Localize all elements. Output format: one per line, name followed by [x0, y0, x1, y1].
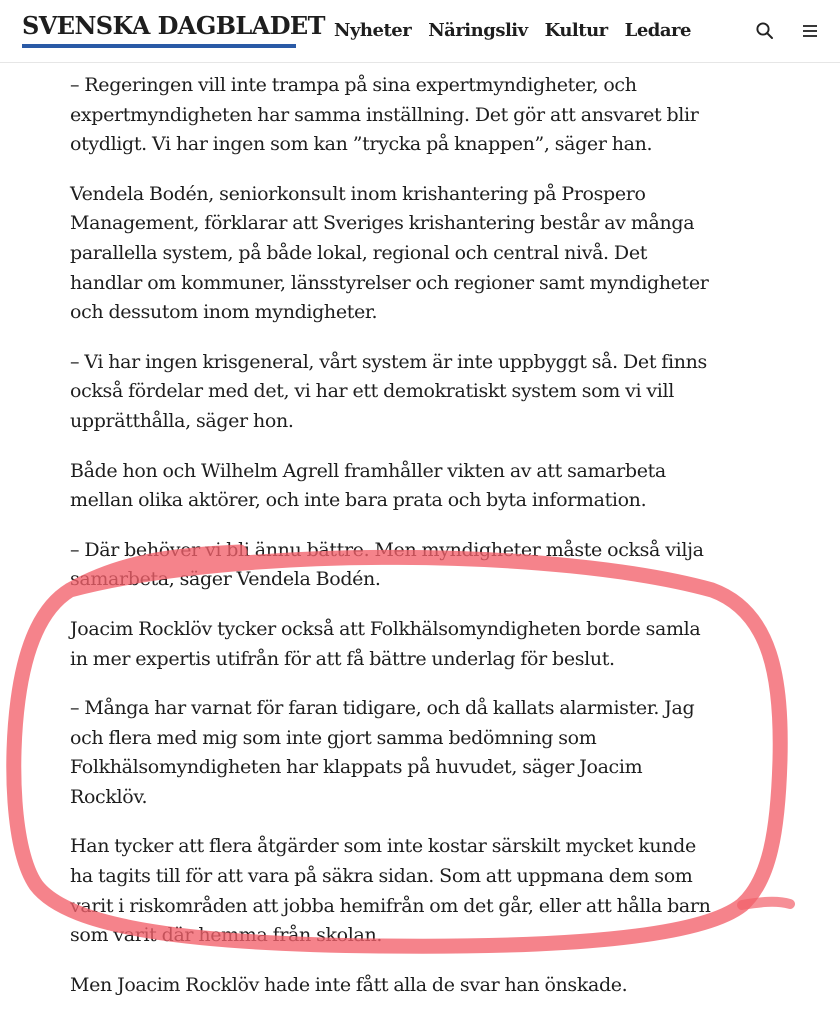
article-paragraph: – Där behöver vi bli ännu bättre. Men myndigheter måste också vilja samarbeta, säger Vendela Bodén.: [70, 538, 704, 591]
article-paragraph: – Regeringen vill inte trampa på sina expertmyndigheter, och expertmyndigheten har samma inställning. Det gör att ansvaret blir otydligt. Vi har ingen som kan ”trycka på knappen”, säger han.: [70, 74, 699, 156]
nav-item-kultur[interactable]: Kultur: [544, 20, 608, 41]
article-paragraph: – Vi har ingen krisgeneral, vårt system är inte uppbyggt så. Det finns också fördelar med det, vi har ett demokratiskt system som vi vill upprätthålla, säger hon.: [70, 350, 707, 432]
site-header: [0, 0, 840, 63]
logo-text: SVENSKA DAGBLADET: [22, 11, 325, 40]
hamburger-menu-icon[interactable]: [799, 20, 821, 42]
nav-item-naringsliv[interactable]: Näringsliv: [428, 20, 528, 41]
search-icon[interactable]: [754, 20, 776, 42]
article-paragraph: Joacim Rocklöv tycker också att Folkhälsomyndigheten borde samla in mer expertis utifrån för att få bättre underlag för beslut.: [70, 617, 701, 670]
article-paragraph: Han tycker att flera åtgärder som inte kostar särskilt mycket kunde ha tagits till för att vara på säkra sidan. Som att uppmana dem som varit i riskområden att jobba hemifrån om det går, eller att hålla barn som varit där hemma från skolan.: [70, 835, 711, 947]
main-nav: [334, 19, 691, 43]
article-paragraph: Både hon och Wilhelm Agrell framhåller vikten av att samarbeta mellan olika aktörer, och inte bara prata och byta information.: [70, 459, 666, 512]
article-paragraph: Vendela Bodén, seniorkonsult inom krishantering på Prospero Management, förklarar att Sveriges krishantering består av många parallella system, på både lokal, regional och central nivå. Det handlar om kommuner, länsstyrelser och regioner samt myndigheter och dessutom inom myndigheter.: [70, 182, 709, 324]
article-paragraph: – Många har varnat för faran tidigare, och då kallats alarmister. Jag och flera med mig som inte gjort samma bedömning som Folkhälsomyndigheten har klappats på huvudet, säger Joacim Rocklöv.: [70, 697, 695, 808]
article-paragraph-partial: Men Joacim Rocklöv hade inte fått alla de svar han önskade.: [70, 973, 628, 996]
site-logo[interactable]: [22, 11, 325, 51]
logo-underline: [22, 44, 296, 48]
nav-item-nyheter[interactable]: Nyheter: [334, 20, 412, 41]
nav-item-ledare[interactable]: Ledare: [624, 20, 691, 41]
article-body: [70, 71, 720, 1013]
